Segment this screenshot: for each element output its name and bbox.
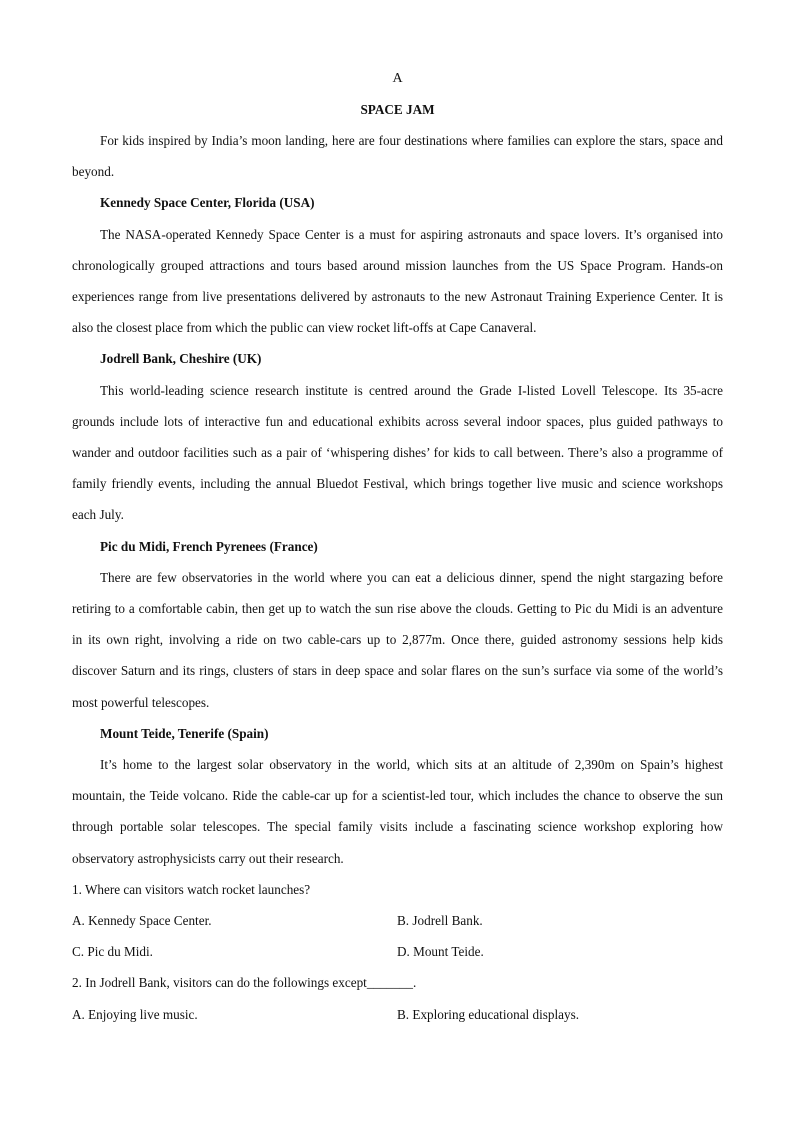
destination-text-teide: It’s home to the largest solar observatory in the world, which sits at an altitude of 2,390m on Spain’s highest mountain, the Teide volcano. Ride the cable-car up for a scientist-led tour, which includes the chance to observe the sun through portable solar telescopes. The special family visits include a fascinating science workshop exploring how observatory astrophysicists carry out their research. [72, 757, 723, 866]
question-1-option-d: D. Mount Teide. [397, 944, 484, 960]
question-1-option-a: A. Kennedy Space Center. [72, 913, 212, 929]
question-1-option-b: B. Jodrell Bank. [397, 913, 483, 929]
question-2-stem: 2. In Jodrell Bank, visitors can do the followings except_______. [72, 975, 417, 991]
question-2-option-b: B. Exploring educational displays. [397, 1006, 580, 1022]
destination-text-kennedy: The NASA-operated Kennedy Space Center is a must for aspiring astronauts and space lovers. It’s organised into chronologically grouped attractions and tours based around mission launches from the US Space Program. Hands-on experiences range from live presentations delivered by astronauts to the new Astronaut Training Experience Center. It is also the closest place from which the public can view rocket lift-offs at Cape Canaveral. [72, 226, 723, 336]
intro-paragraph: For kids inspired by India’s moon landing, here are four destinations where families can explore the stars, space and beyond. [72, 133, 723, 180]
question-1-stem: 1. Where can visitors watch rocket launches? [72, 881, 311, 897]
destination-heading-teide: Mount Teide, Tenerife (Spain) [100, 725, 269, 741]
destination-text-jodrell: This world-leading science research institute is centred around the Grade I-listed Lovell Telescope. Its 35-acre grounds include lots of interactive fun and educational exhibits across several indoor spaces, plus guided pathways to wander and outdoor facilities such as a pair of ‘whispering dishes’ for kids to call between. There’s also a programme of family friendly events, including the annual Bluedot Festival, which brings together live music and science workshops each July. [72, 382, 723, 523]
passage-content [72, 63, 723, 1030]
question-2-options-row-1 [72, 999, 723, 1030]
destination-heading-kennedy: Kennedy Space Center, Florida (USA) [100, 195, 315, 211]
question-1-option-c: C. Pic du Midi. [72, 944, 153, 960]
passage-title: SPACE JAM [360, 102, 435, 117]
destination-heading-jodrell: Jodrell Bank, Cheshire (UK) [100, 351, 262, 367]
destination-text-pic-du-midi: There are few observatories in the world where you can eat a delicious dinner, spend the night stargazing before retiring to a comfortable cabin, then get up to watch the sun rise above the clouds. Getting to Pic du Midi is an adventure in its own right, involving a ride on two cable-cars up to 2,877m. Once there, guided astronomy sessions help kids discover Saturn and its rings, clusters of stars in deep space and solar flares on the sun’s surface via some of the world’s most powerful telescopes. [72, 569, 723, 710]
question-1-options-row-1 [72, 905, 723, 936]
destination-heading-pic-du-midi: Pic du Midi, French Pyrenees (France) [100, 538, 318, 554]
question-2-option-a: A. Enjoying live music. [72, 1006, 198, 1022]
question-1-options-row-2 [72, 936, 723, 967]
section-letter: A [392, 71, 403, 86]
